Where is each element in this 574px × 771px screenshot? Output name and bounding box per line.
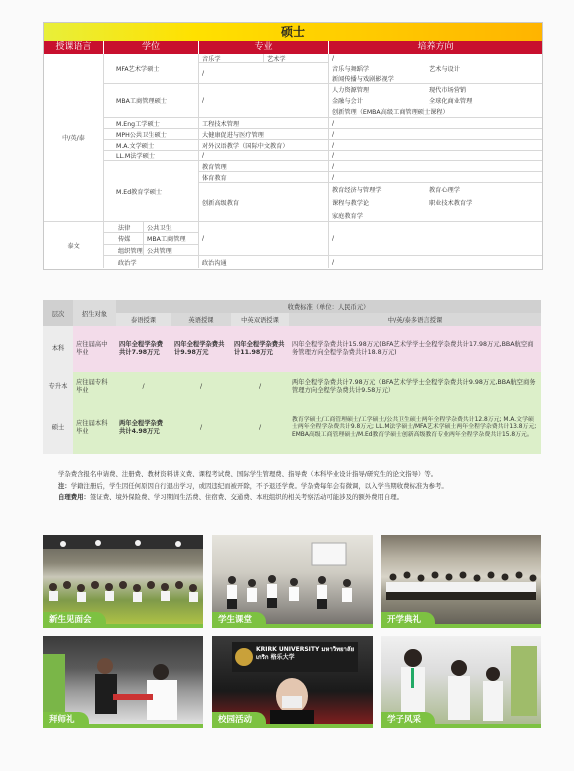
master-table-title: 硕士 <box>44 23 542 41</box>
dir-mba-3: 全球化商业管理 <box>429 98 473 105</box>
fee-row-english: / <box>171 402 231 454</box>
dir-meng: / <box>329 118 542 129</box>
dir-med-4: 课程与教学论 <box>332 200 370 207</box>
lang-main-cell: 中/英/泰 <box>44 54 104 222</box>
fee-header-level: 层次 <box>43 300 73 326</box>
fee-row-multilingual: 四年全程学杂费共计15.98万元(BFA艺术学学士全程学杂费共计17.98万元,BBA航空商务管理方向全程学杂费共计18.8万元) <box>289 326 541 372</box>
fee-row-bilingual: / <box>231 372 289 402</box>
fee-row-bilingual: 四年全程学杂费共计11.98万元 <box>231 326 289 372</box>
thai-major-1: 政治沟通 <box>199 256 329 268</box>
krirk-sign: KRIRK UNIVERSITY มหาวิทยาลัยเกริก 格乐大学 <box>256 646 355 661</box>
fee-row-level: 本科 <box>43 326 73 372</box>
photo-caption: 开学典礼 <box>381 612 435 628</box>
dir-med-6: 家庭教育学 <box>329 209 542 222</box>
major-med-1: 教育管理 <box>199 161 329 172</box>
fee-header-multilingual: 中/英/泰多语言授课 <box>289 313 541 326</box>
note-text: 签证费、境外保险费、学习期间生活费、住宿费、交通费、本班组织的相关考察活动可能涉及的额外费用自理。 <box>89 493 404 501</box>
major-med-3: 创新高级教育 <box>199 183 329 222</box>
photo-classroom <box>212 535 373 628</box>
dir-mph: / <box>329 129 542 140</box>
header-major: 专业 <box>199 41 329 54</box>
fee-header-bilingual: 中英双语授课 <box>231 313 289 326</box>
thai-prog-a3: 政治学 <box>104 256 199 268</box>
degree-mph: MPH公共卫生硕士 <box>104 129 199 140</box>
dir-llm: / <box>329 151 542 161</box>
fee-header-thai: 泰语授课 <box>116 313 171 326</box>
degree-mba: MBA工商管理硕士 <box>104 84 199 118</box>
thai-major-0: / <box>199 222 329 256</box>
fee-row-multilingual: 两年全程学杂费共计7.98万元（BFA艺术学学士全程学杂费共计9.98万元,BBA航空商务管理方向全程学杂费共计9.58万元） <box>289 372 541 402</box>
photo-caption: 校园活动 <box>212 712 266 728</box>
header-language: 授课语言 <box>44 41 104 54</box>
dir-mba-2: 金融与会计 <box>332 98 363 105</box>
note-line-3 <box>58 492 528 504</box>
photo-opening-ceremony <box>381 535 541 628</box>
dir-med-0: / <box>329 161 542 172</box>
fee-row-bilingual: / <box>231 402 289 454</box>
dir-ma: / <box>329 140 542 151</box>
thai-dir-0: / <box>329 222 542 256</box>
major-mph: 大健康促进与医疗管理 <box>199 129 329 140</box>
dir-mfa-0: / <box>332 55 335 62</box>
photo-caption: 学子风采 <box>381 712 435 728</box>
lang-thai-cell: 泰文 <box>44 222 104 268</box>
fee-row-multilingual: 教育学硕士/工商管理硕士/工学硕士/公共卫生硕士两年全程学杂费共计12.8万元; M.A.文学硕士两年全程学杂费共计9.8万元; LL.M法学硕士/MFA艺术学硕士两年全程学杂费共计13.8万元; EMBA高级工商管理硕士/M.Ed教育学硕士创新高级教育专业两年全程学杂费共计15.8万元。 <box>289 402 541 454</box>
major-meng: 工程技术管理 <box>199 118 329 129</box>
degree-meng: M.Eng工学硕士 <box>104 118 199 129</box>
dir-mba-4: 创新管理（EMBA高级工商管理硕士课程） <box>329 106 542 118</box>
major-mfa-1: 音乐学 <box>199 54 264 63</box>
note-line-2 <box>58 481 528 493</box>
fee-header-english: 英语授课 <box>171 313 231 326</box>
thai-prog-a0: 法律 <box>104 222 144 233</box>
major-llm: / <box>199 151 329 161</box>
header-direction: 培养方向 <box>417 42 454 52</box>
thai-prog-b0: 公共卫生 <box>144 222 199 233</box>
thai-prog-a1: 传媒 <box>104 233 144 245</box>
dir-mba-1: 现代市场营销 <box>429 87 467 94</box>
fee-row-english: 四年全程学杂费共计9.98万元 <box>171 326 231 372</box>
fee-header-standard: 收费标准（单位：人民币元） <box>116 300 541 313</box>
photo-caption: 学生课堂 <box>212 612 266 628</box>
photo-campus-activity <box>212 636 373 728</box>
major-mfa-2: 艺术学 <box>264 54 329 63</box>
major-ma: 对外汉语教学（国际中文教育） <box>199 140 329 151</box>
thai-dir-1: / <box>332 258 335 266</box>
dir-mba-0: 人力资源管理 <box>332 87 370 94</box>
degree-mfa: MFA艺术学硕士 <box>104 54 199 84</box>
major-mfa-slash: / <box>199 63 329 84</box>
fee-row-level: 专升本 <box>43 372 73 402</box>
degree-med: M.Ed教育学硕士 <box>104 161 199 222</box>
dir-med-5: 职业技术教育学 <box>429 200 473 207</box>
fee-header-target: 招生对象 <box>73 300 116 326</box>
master-programs-table <box>43 22 543 270</box>
fee-row-target: 应往届本科毕业 <box>73 402 116 454</box>
dir-med-1: / <box>329 172 542 183</box>
note-text: 学籍注册后，学生因任何原因自行退出学习，或因违纪而被开除，不予退还学费。学杂费每年会有微调，以入学当期收费标准为参考。 <box>70 481 448 490</box>
degree-ma: M.A.文学硕士 <box>104 140 199 151</box>
photo-orientation <box>43 535 203 628</box>
note-line-1: 学杂费含报名申请费、注册费、教材资料讲义费、课程考试费、国际学生管理费、指导费（本科毕业设计指导/研究生的论文指导）等。 <box>58 470 438 478</box>
fee-row-target: 应往届高中毕业 <box>73 326 116 372</box>
thai-prog-b1: MBA工商管理 <box>144 233 199 245</box>
fee-row-thai: / <box>116 372 171 402</box>
thai-prog-b2: 公共管理 <box>144 245 199 256</box>
fee-row-thai: 两年全程学杂费共计4.98万元 <box>116 402 171 454</box>
master-table-body <box>44 54 542 268</box>
fee-row-target: 应往届专科毕业 <box>73 372 116 402</box>
photo-caption: 新生见面会 <box>43 612 106 628</box>
fee-row-level: 硕士 <box>43 402 73 454</box>
dir-mfa-1: 音乐与舞蹈学 <box>332 65 370 73</box>
degree-llm: LL.M法学硕士 <box>104 151 199 161</box>
major-med-2: 体育教育 <box>199 172 329 183</box>
dir-mfa-2: 艺术与设计 <box>429 65 460 73</box>
fee-row-thai: 四年全程学杂费共计7.98万元 <box>116 326 171 372</box>
photo-student-style <box>381 636 541 728</box>
photo-caption: 拜师礼 <box>43 712 89 728</box>
dir-med-3: 教育心理学 <box>429 187 460 194</box>
major-mba: / <box>199 84 329 118</box>
dir-mfa-3: 新闻传播与戏剧影视学 <box>329 73 542 84</box>
thai-prog-a2: 组织管理 <box>104 245 144 256</box>
photo-teacher-ceremony <box>43 636 203 728</box>
dir-med-2: 教育经济与管理学 <box>332 187 382 194</box>
fee-row-english: / <box>171 372 231 402</box>
master-table-header <box>44 41 542 54</box>
header-degree: 学位 <box>104 41 199 54</box>
note-label: 注： <box>58 481 71 490</box>
fee-notes <box>58 469 528 504</box>
note-label: 自理费用： <box>58 493 90 501</box>
fee-table <box>43 300 541 456</box>
